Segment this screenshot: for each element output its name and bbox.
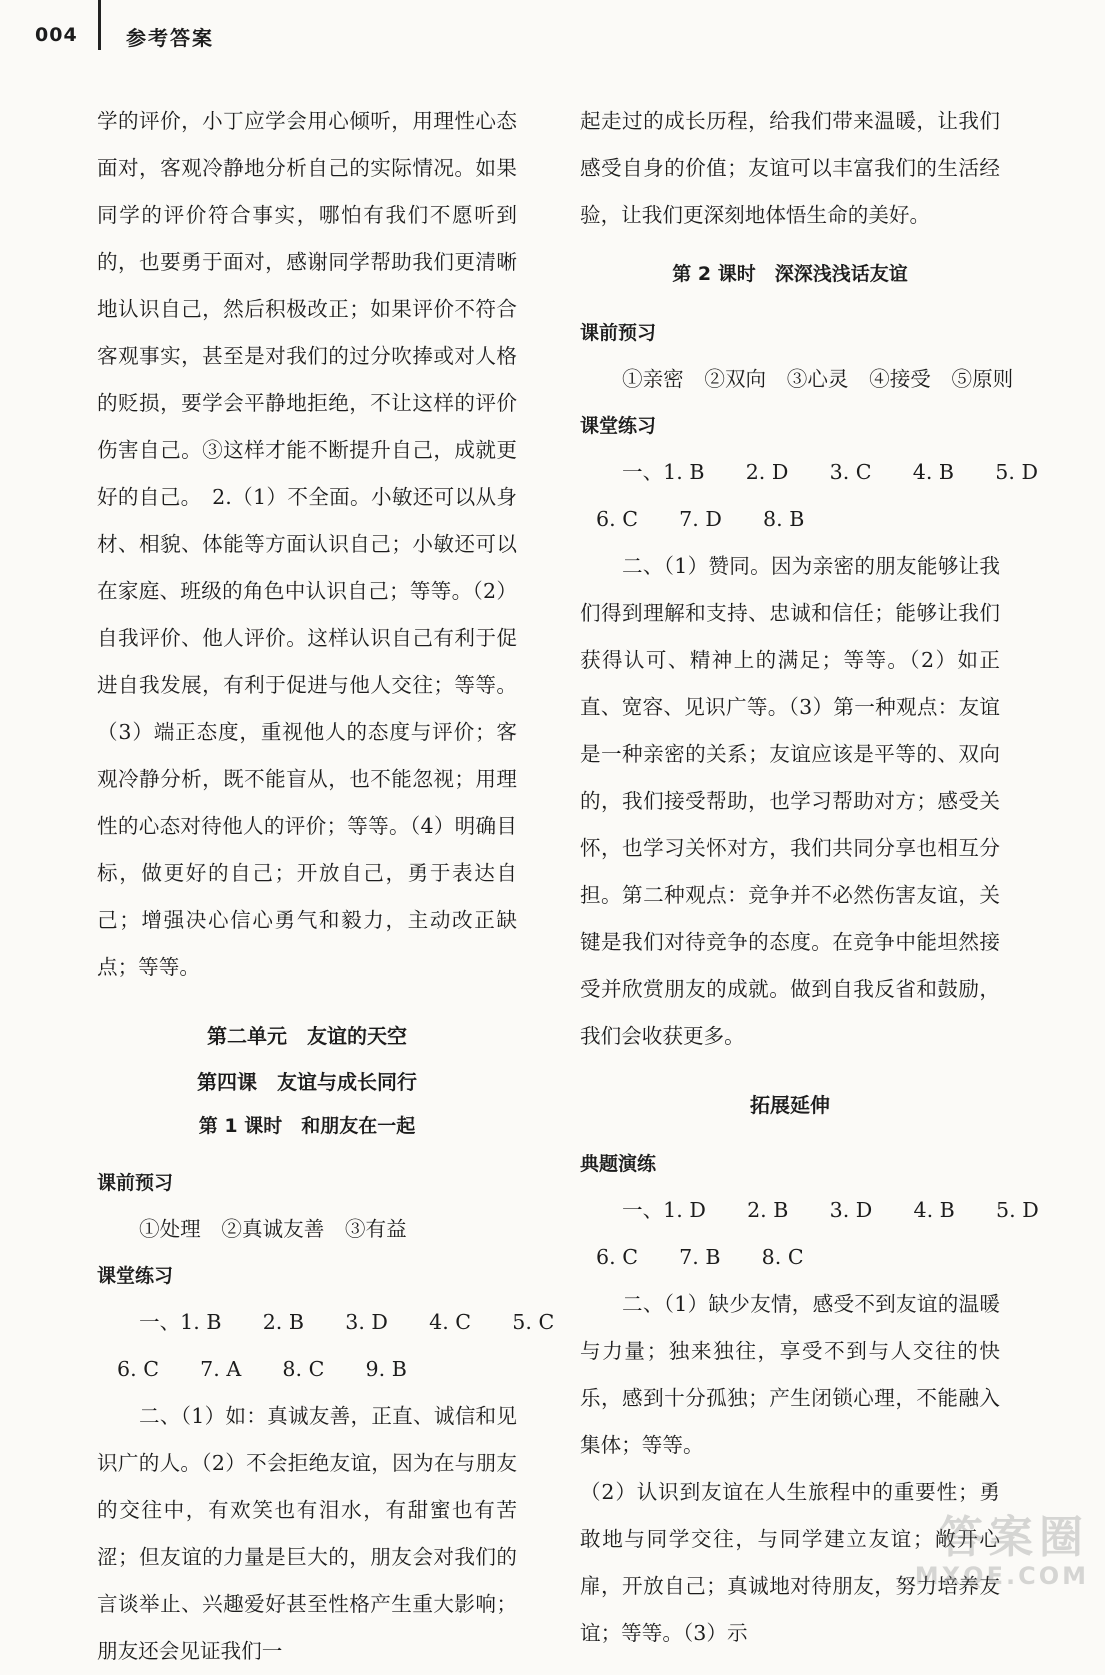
answer-paragraph: 学的评价，小丁应学会用心倾听，用理性心态面对，客观冷静地分析自己的实际情况。如果同学的评价符合事实，哪怕有我们不愿听到的，也要勇于面对，感谢同学帮助我们更清晰地认识自己，然后积极改正；如果评价不符合客观事实，甚至是对我们的过分吹捧或对人格的贬损，要学会平静地拒绝，不让这样的评价伤害自己。③这样才能不断提升自己，成就更好的自己。 2.（1）不全面。小敏还可以从身材、相貌、体能等方面认识自己；小敏还可以在家庭、班级的角色中认识自己；等等。（2）自我评价、他人评价。这样认识自己有利于促进自我发展，有利于促进与他人交往；等等。（3）端正态度，重视他人的态度与评价；客观冷静分析，既不能盲从，也不能忽视；用理性的心态对待他人的评价；等等。（4）明确目标，做更好的自己；开放自己，勇于表达自己；增强决心信心勇气和毅力，主动改正缺点；等等。	[97, 109, 517, 979]
choice-answers-line: 6. C 7. A 8. C 9. B	[117, 1357, 407, 1381]
answer-paragraph: 二、（1）缺少友情，感受不到友谊的温暖与力量；独来独往，享受不到与人交往的快乐，感到十分孤独；产生闭锁心理，不能融入集体；等等。	[580, 1292, 1000, 1457]
page-header	[0, 0, 1105, 70]
page-number: 004	[35, 24, 78, 46]
preview-answers: ①处理 ②真诚友善 ③有益	[139, 1217, 407, 1241]
answer-paragraph: 二、（1）如：真诚友善，正直、诚信和见识广的人。（2）不会拒绝友谊，因为在与朋友的交往中，有欢笑也有泪水，有甜蜜也有苦涩；但友谊的力量是巨大的，朋友会对我们的言谈举止、兴趣爱好甚至性格产生重大影响；朋友还会见证我们一	[97, 1404, 517, 1663]
extension-title: 拓展延伸	[750, 1093, 830, 1117]
header-divider	[98, 0, 101, 50]
choice-answers-line: 6. C 7. B 8. C	[596, 1245, 804, 1269]
choice-answers-line: 一、1. B 2. B 3. D 4. C 5. C	[139, 1310, 555, 1334]
choice-answers-line: 一、1. B 2. D 3. C 4. B 5. D	[622, 460, 1038, 484]
watermark-text: 答案圈	[939, 1512, 1089, 1563]
section-label-practice: 课堂练习	[97, 1265, 174, 1287]
period-title: 第 2 课时 深深浅浅话友谊	[672, 263, 908, 285]
answer-paragraph: 二、（1）赞同。因为亲密的朋友能够让我们得到理解和支持、忠诚和信任；能够让我们获得认可、精神上的满足；等等。（2）如正直、宽容、见识广等。（3）第一种观点：友谊是一种亲密的关系；友谊应该是平等的、双向的，我们接受帮助，也学习帮助对方；感受关怀，也学习关怀对方，我们共同分享也相互分担。第二种观点：竞争并不必然伤害友谊，关键是我们对待竞争的态度。在竞争中能坦然接受并欣赏朋友的成就。做到自我反省和鼓励，我们会收获更多。	[580, 554, 1000, 1048]
preview-answers: ①亲密 ②双向 ③心灵 ④接受 ⑤原则	[622, 367, 1014, 391]
section-label-typical: 典题演练	[580, 1153, 657, 1175]
choice-answers-line: 6. C 7. D 8. B	[596, 507, 805, 531]
unit-title: 第二单元 友谊的天空	[207, 1024, 407, 1048]
choice-answers-line: 一、1. D 2. B 3. D 4. B 5. D	[622, 1198, 1039, 1222]
section-label-preview: 课前预习	[580, 322, 657, 344]
watermark-logo	[909, 1514, 1089, 1594]
period-title: 第 1 课时 和朋友在一起	[198, 1115, 416, 1137]
left-column	[97, 98, 555, 1675]
section-label-preview: 课前预习	[97, 1172, 174, 1194]
watermark-url: MXQE.COM	[914, 1562, 1089, 1590]
answer-paragraph: 起走过的成长历程，给我们带来温暖，让我们感受自身的价值；友谊可以丰富我们的生活经验，让我们更深刻地体悟生命的美好。	[580, 109, 1000, 227]
answer-paragraph: （2）认识到友谊在人生旅程中的重要性；勇敢地与同学交往，与同学建立友谊；敞开心扉，开放自己；真诚地对待朋友，努力培养友谊；等等。（3）示	[580, 1480, 1000, 1645]
lesson-title: 第四课 友谊与成长同行	[197, 1070, 417, 1094]
section-label-practice: 课堂练习	[580, 415, 657, 437]
header-title: 参考答案	[126, 26, 214, 50]
